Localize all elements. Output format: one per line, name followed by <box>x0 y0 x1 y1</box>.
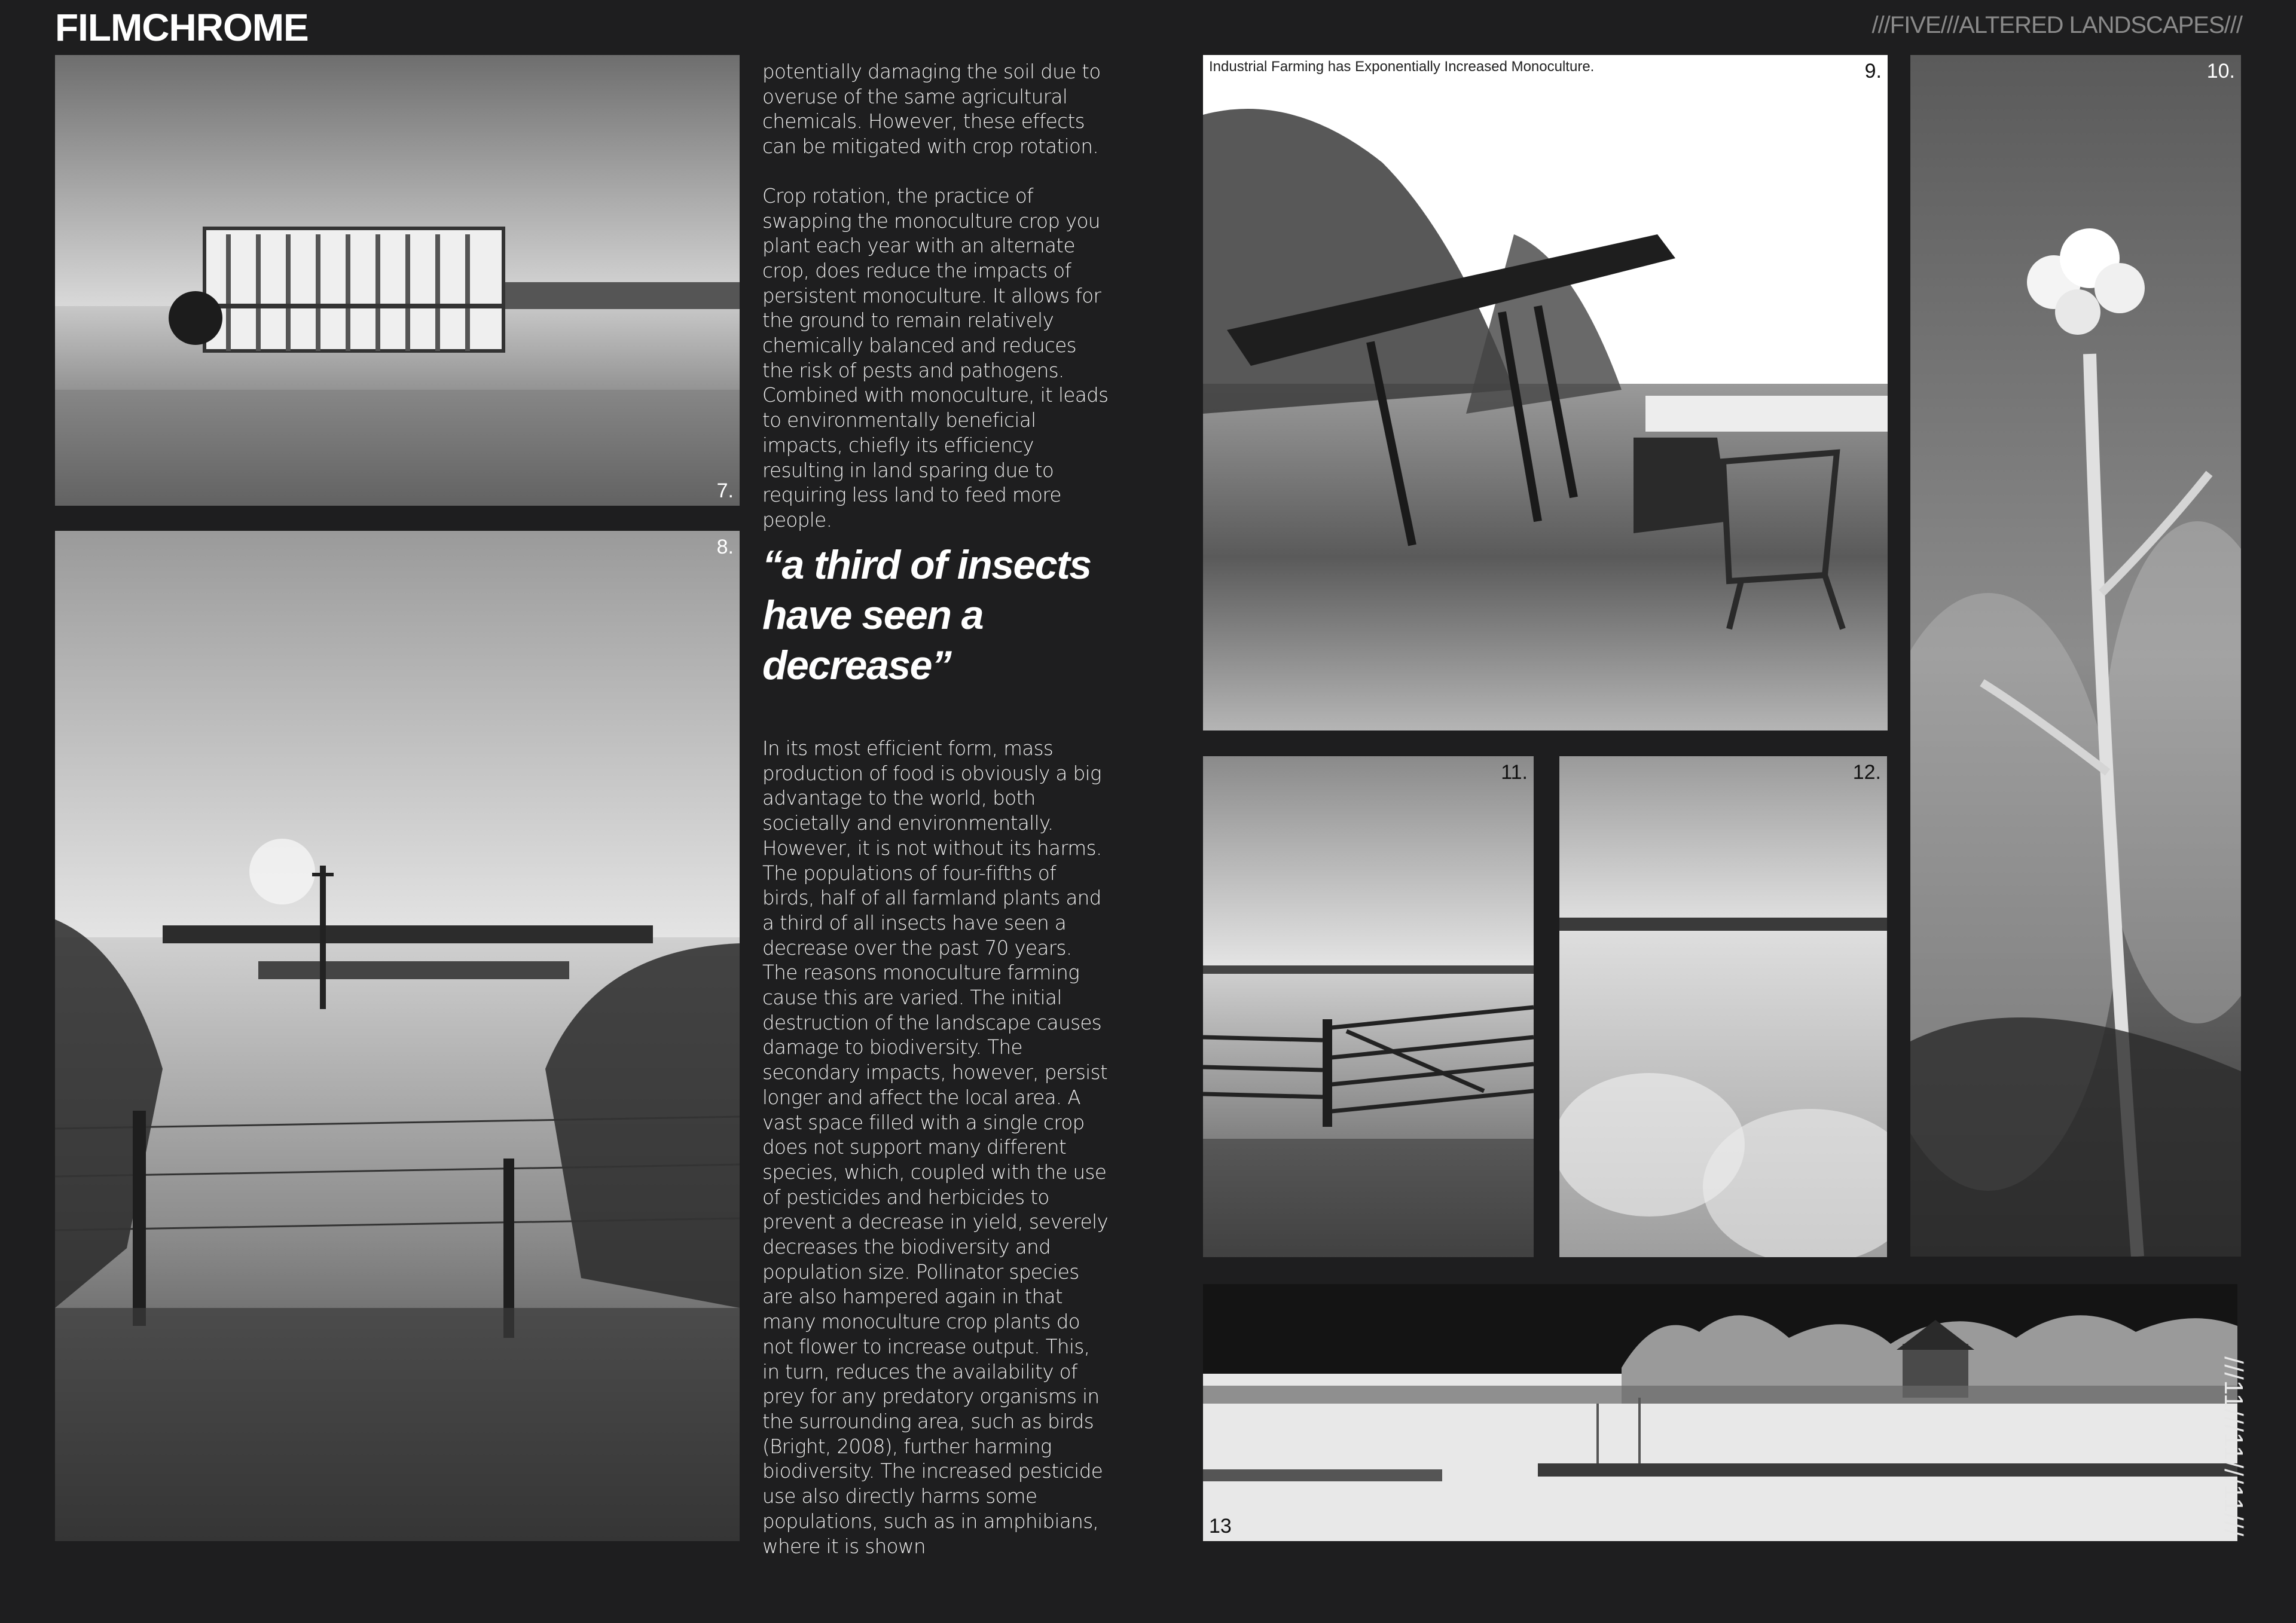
article-column-bottom <box>762 736 1109 1559</box>
photo-number: 9. <box>1864 60 1882 82</box>
photo-field-fence <box>55 531 740 1541</box>
photo-number: 7. <box>716 479 734 502</box>
magazine-brand: FILMCHROME <box>55 6 309 49</box>
photo-field-fence-image <box>55 531 740 1541</box>
paragraph: In its most efficient form, mass production of food is obviously a big advantage to the world, both societally and environmentally. However, it is not without its harms. The populations of four-fifths of birds, half of all farmland plants and a third of all insects have seen a decrease over the past 70 years. The reasons monoculture farming cause this are varied. The initial destruction of the landscape causes damage to biodiversity. The secondary impacts, however, persist longer and affect the local area. A vast space filled with a single crop does not support many different species, which, coupled with the use of pesticides and herbicides to prevent a decrease in yield, severely decreases the biodiversity and population size. Pollinator species are also hampered again in that many monoculture crop plants do not flower to increase output. This, in turn, reduces the availability of prey for any predatory organisms in the surrounding area, such as birds (Bright, 2008), further harming biodiversity. The increased pesticide use also directly harms some populations, such as in amphibians, where it is shown <box>762 737 1109 1558</box>
photo-number: 11. <box>1501 761 1528 784</box>
page-number-text: ///11///11///11/// <box>2219 1356 2248 1537</box>
article-column-top <box>762 60 1109 533</box>
photo-caption: Industrial Farming has Exponentially Increased Monoculture. <box>1209 59 1595 75</box>
photo-farm-landscape <box>1203 1284 2237 1541</box>
photo-number: 8. <box>716 536 734 558</box>
pull-quote: “a third of insects have seen a decrease” <box>762 542 1091 688</box>
photo-gate <box>1203 756 1534 1257</box>
photo-flower-image <box>1910 55 2241 1257</box>
paragraph: potentially damaging the soil due to overuse of the same agricultural chemicals. However, these effects can be mitigated with crop rotation. <box>762 60 1101 158</box>
photo-number: 13 <box>1209 1515 1232 1538</box>
paragraph: Crop rotation, the practice of swapping the monoculture crop you plant each year with an alternate crop, does reduce the impacts of persistent monoculture. It allows for the ground to remain relatively chemically balanced and reduces the risk of pests and pathogens. Combined with monoculture, it leads to environmentally beneficial impacts, chiefly its efficiency resulting in land sparing due to requiring less land to feed more people. <box>762 184 1109 531</box>
photo-gate-image <box>1203 756 1534 1257</box>
photo-flower <box>1910 55 2241 1257</box>
photo-number: 10. <box>2206 60 2235 82</box>
photo-machinery <box>1203 55 1888 730</box>
photo-crop-field-image <box>1559 756 1887 1257</box>
photo-trailer-image <box>55 55 740 506</box>
photo-crop-field <box>1559 756 1887 1257</box>
page-number-vertical <box>2206 1321 2260 1572</box>
photo-number: 12. <box>1852 761 1881 784</box>
photo-farm-landscape-image <box>1203 1284 2237 1541</box>
section-title: ///FIVE///ALTERED LANDSCAPES/// <box>1871 12 2242 38</box>
photo-machinery-image <box>1203 55 1888 730</box>
photo-trailer <box>55 55 740 506</box>
